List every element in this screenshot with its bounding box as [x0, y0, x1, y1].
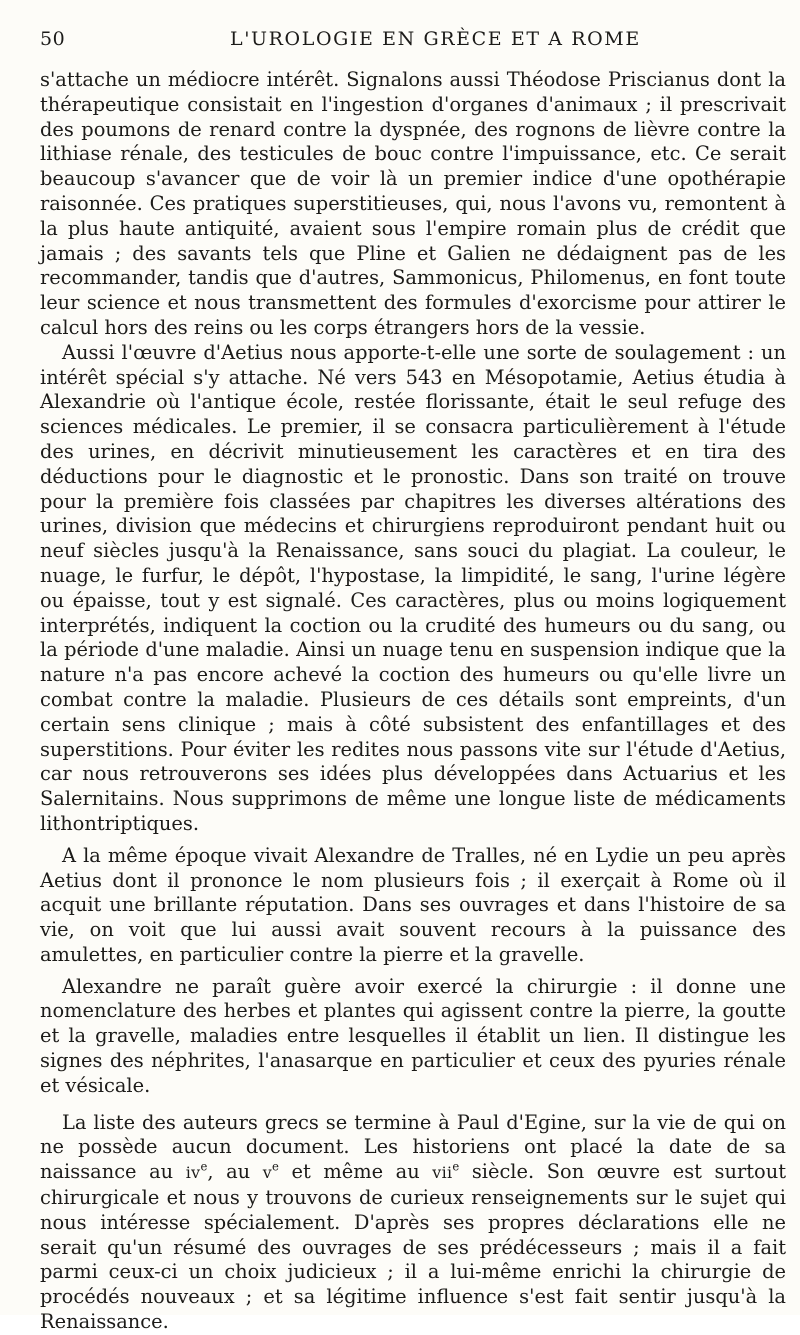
paragraph-text-part: La liste des auteurs grecs se termine à Paul d'Egine, sur la vie de qui on ne possède aucun document. Les historiens ont placé la date de sa naissance au: [40, 1110, 786, 1184]
century-numeral: vii: [432, 1163, 453, 1183]
paragraph-alexandre-de-tralles: A la même époque vivait Alexandre de Tralles, né en Lydie un peu après Aetius dont il prononce le nom plusieurs fois ; il exerçait à Rome où il acquit une brillante réputation. Dans ses ouvrages et dans l'histoire de sa vie, on voit que lui aussi avait souvent recours à la puissance des amulettes, en particulier contre la pierre et la gravelle.: [40, 843, 786, 966]
page-number: 50: [40, 28, 66, 50]
century-superscript: e: [452, 1159, 460, 1174]
century-numeral: v: [262, 1163, 272, 1183]
paragraph-text-part: siècle. Son œuvre est surtout chirurgicale et nous y trouvons de curieux renseignements sur le sujet qui nous intéresse spécialement. D'après ses propres déclarations elle ne serait qu'un résumé des ouvrages de ses prédécesseurs ; mais il a fait parmi ceux-ci un choix judicieux ; il a lui-même enrichi la chirurgie de procédés nouveaux ; et sa légitime influence s'est fait sentir jusqu'à la Renaissance.: [40, 1160, 786, 1334]
paragraph-text-part: , au: [207, 1160, 263, 1184]
century-superscript: e: [200, 1159, 208, 1174]
paragraph-aetius: Aussi l'œuvre d'Aetius nous apporte-t-elle une sorte de soulagement : un intérêt spécial s'y attache. Né vers 543 en Mésopotamie, Aetius étudia à Alexandrie où l'antique école, restée florissante, était le seul refuge des sciences médicales. Le premier, il se consacra particulièrement à l'étude des urines, en décrivit minutieusement les caractères et en tira des déductions pour le diagnostic et le pronostic. Dans son traité on trouve pour la première fois classées par chapitres les diverses altérations des urines, division que médecins et chirurgiens reproduiront pendant huit ou neuf siècles jusqu'à la Renaissance, sans souci du plagiat. La couleur, le nuage, le furfur, le dépôt, l'hypostase, la limpidité, le sang, l'urine légère ou épaisse, tout y est signalé. Ces caractères, plus ou moins logiquement interprétés, indiquent la coction ou la crudité des humeurs ou du sang, ou la période d'une maladie. Ainsi un nuage tenu en suspension indique que la nature n'a pas encore achevé la coction des humeurs ou qu'elle livre un combat contre la maladie. Plusieurs de ces détails sont empreints, d'un certain sens clinique ; mais à côté subsistent des enfantillages et des superstitions. Pour éviter les redites nous passons vite sur l'étude d'Aetius, car nous retrouverons ses idées plus développées dans Actuarius et les Salernitains. Nous supprimons de même une longue liste de médicaments lithontriptiques.: [40, 340, 786, 835]
paragraph-paul-d-egine: [40, 1111, 786, 1335]
page-header: [40, 28, 786, 58]
body-text: [40, 68, 786, 1335]
paragraph-text-part: et même au: [278, 1160, 433, 1184]
century-numeral: iv: [185, 1163, 201, 1183]
paragraph-alexandre-chirurgie: Alexandre ne paraît guère avoir exercé la chirurgie : il donne une nomenclature des herbes et plantes qui agissent contre la pierre, la goutte et la gravelle, maladies entre lesquelles il établit un lien. Il distingue les signes des néphrites, l'anasarque en particulier et ceux des pyuries rénale et vésicale.: [40, 974, 786, 1097]
century-superscript: e: [272, 1159, 279, 1174]
running-title: L'UROLOGIE EN GRÈCE ET A ROME: [230, 28, 641, 50]
paragraph-theodose-priscianus: s'attache un médiocre intérêt. Signalons aussi Théodose Priscianus dont la thérapeutique consistait en l'ingestion d'organes d'animaux ; il prescrivait des poumons de renard contre la dyspnée, des rognons de lièvre contre la lithiase rénale, des testicules de bouc contre l'impuissance, etc. Ce serait beaucoup s'avancer que de voir là un premier indice d'une opothérapie raisonnée. Ces pratiques superstitieuses, qui, nous l'avons vu, remontent à la plus haute antiquité, avaient sous l'empire romain plus de crédit que jamais ; des savants tels que Pline et Galien ne dédaignent pas de les recommander, tandis que d'autres, Sammonicus, Philomenus, en font toute leur science et nous transmettent des formules d'exorcisme pour attirer le calcul hors des reins ou les corps étrangers hors de la vessie.: [40, 68, 786, 339]
